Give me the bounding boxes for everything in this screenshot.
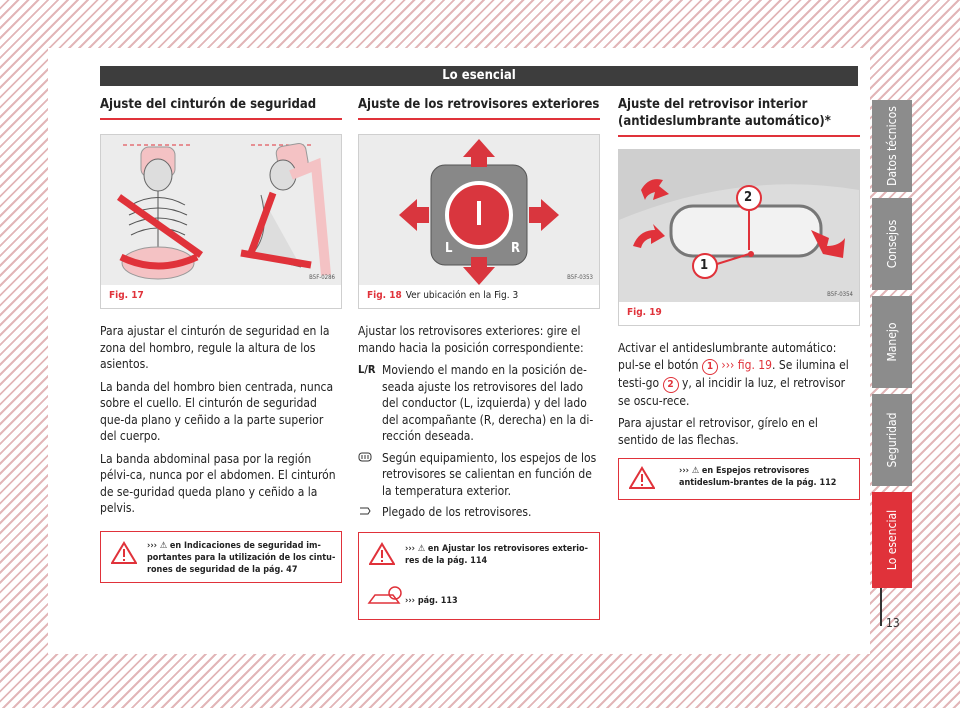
tab-label: Seguridad [885, 412, 899, 468]
tab-label: Datos técnicos [885, 106, 899, 186]
seatbelt-illustration [101, 135, 341, 285]
tab-label: Lo esencial [885, 509, 899, 571]
warning-triangle-icon [111, 541, 137, 565]
section-title-line1: Ajuste del retrovisor interior [618, 97, 808, 112]
callout-ref-2: 2 [663, 377, 679, 393]
definition-list [358, 362, 600, 524]
text-span: y, al incidir la luz, el retrovisor se oscu-rece. [618, 375, 846, 408]
section-title: Ajuste del cinturón de seguridad [100, 96, 342, 120]
figure-caption [619, 302, 859, 325]
warning-link[interactable]: ››› ⚠ en Espejos retrovisores antideslum-brantes de la pág. 112 [679, 466, 837, 488]
figure-caption-text: Ver ubicación en la Fig. 3 [405, 290, 519, 301]
warning-box [100, 531, 342, 583]
definition-row [358, 362, 600, 445]
page-number-divider [880, 588, 882, 626]
section-interior-mirror [618, 96, 860, 500]
paragraph: Para ajustar el cinturón de seguridad en la zona del hombro, regule la altura de los asientos. [100, 324, 330, 371]
car-book-icon [367, 585, 403, 609]
paragraph: Para ajustar el retrovisor, gírelo en el sentido de las flechas. [618, 416, 818, 447]
interior-mirror-illustration [619, 150, 859, 302]
callout-2: 2 [744, 190, 753, 205]
figure-19 [618, 149, 860, 326]
section-exterior-mirrors [358, 96, 600, 620]
paragraph [618, 340, 860, 409]
figure-code: B5F-0354 [827, 291, 853, 298]
mirror-heat-icon [358, 450, 382, 500]
note-link[interactable]: ››› pág. 113 [405, 595, 458, 606]
warning-triangle-icon [369, 542, 395, 566]
definition-row [358, 504, 600, 524]
tab-datos-tecnicos[interactable] [872, 100, 912, 192]
section-seatbelt [100, 96, 342, 583]
text-span: Activar el antideslumbrante automático: pul-se el botón [618, 341, 837, 372]
def-value: Moviendo el mando en la posición de-seada ajuste los retrovisores del lado del conductor (L, izquierda) y del lado del acompañante (R, derecha) en la di-rección deseada. [382, 363, 594, 443]
figure-link[interactable] [721, 358, 772, 372]
definition-row [358, 450, 600, 500]
tab-label: Manejo [885, 322, 899, 362]
section-title [618, 96, 860, 137]
figure-code: B5F-0353 [567, 274, 593, 281]
callout-ref-1: 1 [702, 359, 718, 375]
warning-link[interactable]: ››› ⚠ en Indicaciones de seguridad im-portantes para la utilización de los cintu-rones de seguridad de la pág. 47 [147, 540, 336, 575]
chapter-header: Lo esencial [100, 66, 858, 86]
figure-number: Fig. 18 [367, 290, 402, 301]
page-number: 13 [886, 616, 900, 630]
paragraph: La banda del hombro bien centrada, nunca sobre el cuello. El cinturón de seguridad que-da plano y ceñido a la parte superior del cuerpo. [100, 379, 334, 443]
text-span: . Se ilumina el testi-go [618, 357, 849, 390]
mirror-fold-icon [358, 504, 382, 524]
warning-box [618, 458, 860, 500]
figure-code: B5F-0286 [309, 274, 335, 281]
paragraph: Ajustar los retrovisores exteriores: gire el mando hacia la posición correspondiente: [358, 324, 584, 355]
callout-1: 1 [700, 258, 709, 273]
link-text: fig. 19 [737, 357, 773, 372]
figure-17 [100, 134, 342, 309]
figure-caption [359, 285, 599, 308]
warning-triangle-icon [629, 466, 655, 490]
warning-box [358, 532, 600, 620]
def-key-lr: L/R [358, 363, 376, 376]
warning-link[interactable]: ››› ⚠ en Ajustar los retrovisores exterio-res de la pág. 114 [405, 543, 588, 566]
figure-caption [101, 285, 341, 308]
tab-manejo[interactable] [872, 296, 912, 388]
figure-number: Fig. 17 [109, 290, 144, 301]
def-value: Según equipamiento, los espejos de los retrovisores se calientan en función de la temperatura exterior. [382, 450, 597, 498]
knob-label-l: L [445, 241, 453, 256]
mirror-knob-illustration [359, 135, 599, 285]
paragraph: La banda abdominal pasa por la región pélvi-ca, nunca por el abdomen. El cinturón de se-guridad queda plano y ceñido a la pelvis. [100, 451, 336, 515]
knob-label-r: R [511, 241, 521, 256]
link-prefix: ››› [721, 357, 735, 372]
figure-number: Fig. 19 [627, 307, 662, 318]
section-title: Ajuste de los retrovisores exteriores [358, 96, 600, 120]
def-value: Plegado de los retrovisores. [382, 505, 532, 519]
figure-18 [358, 134, 600, 309]
section-title-line2: (antideslumbrante automático)* [618, 114, 831, 129]
tab-lo-esencial[interactable] [872, 492, 912, 588]
tab-label: Consejos [885, 219, 899, 269]
tab-seguridad[interactable] [872, 394, 912, 486]
tab-consejos[interactable] [872, 198, 912, 290]
